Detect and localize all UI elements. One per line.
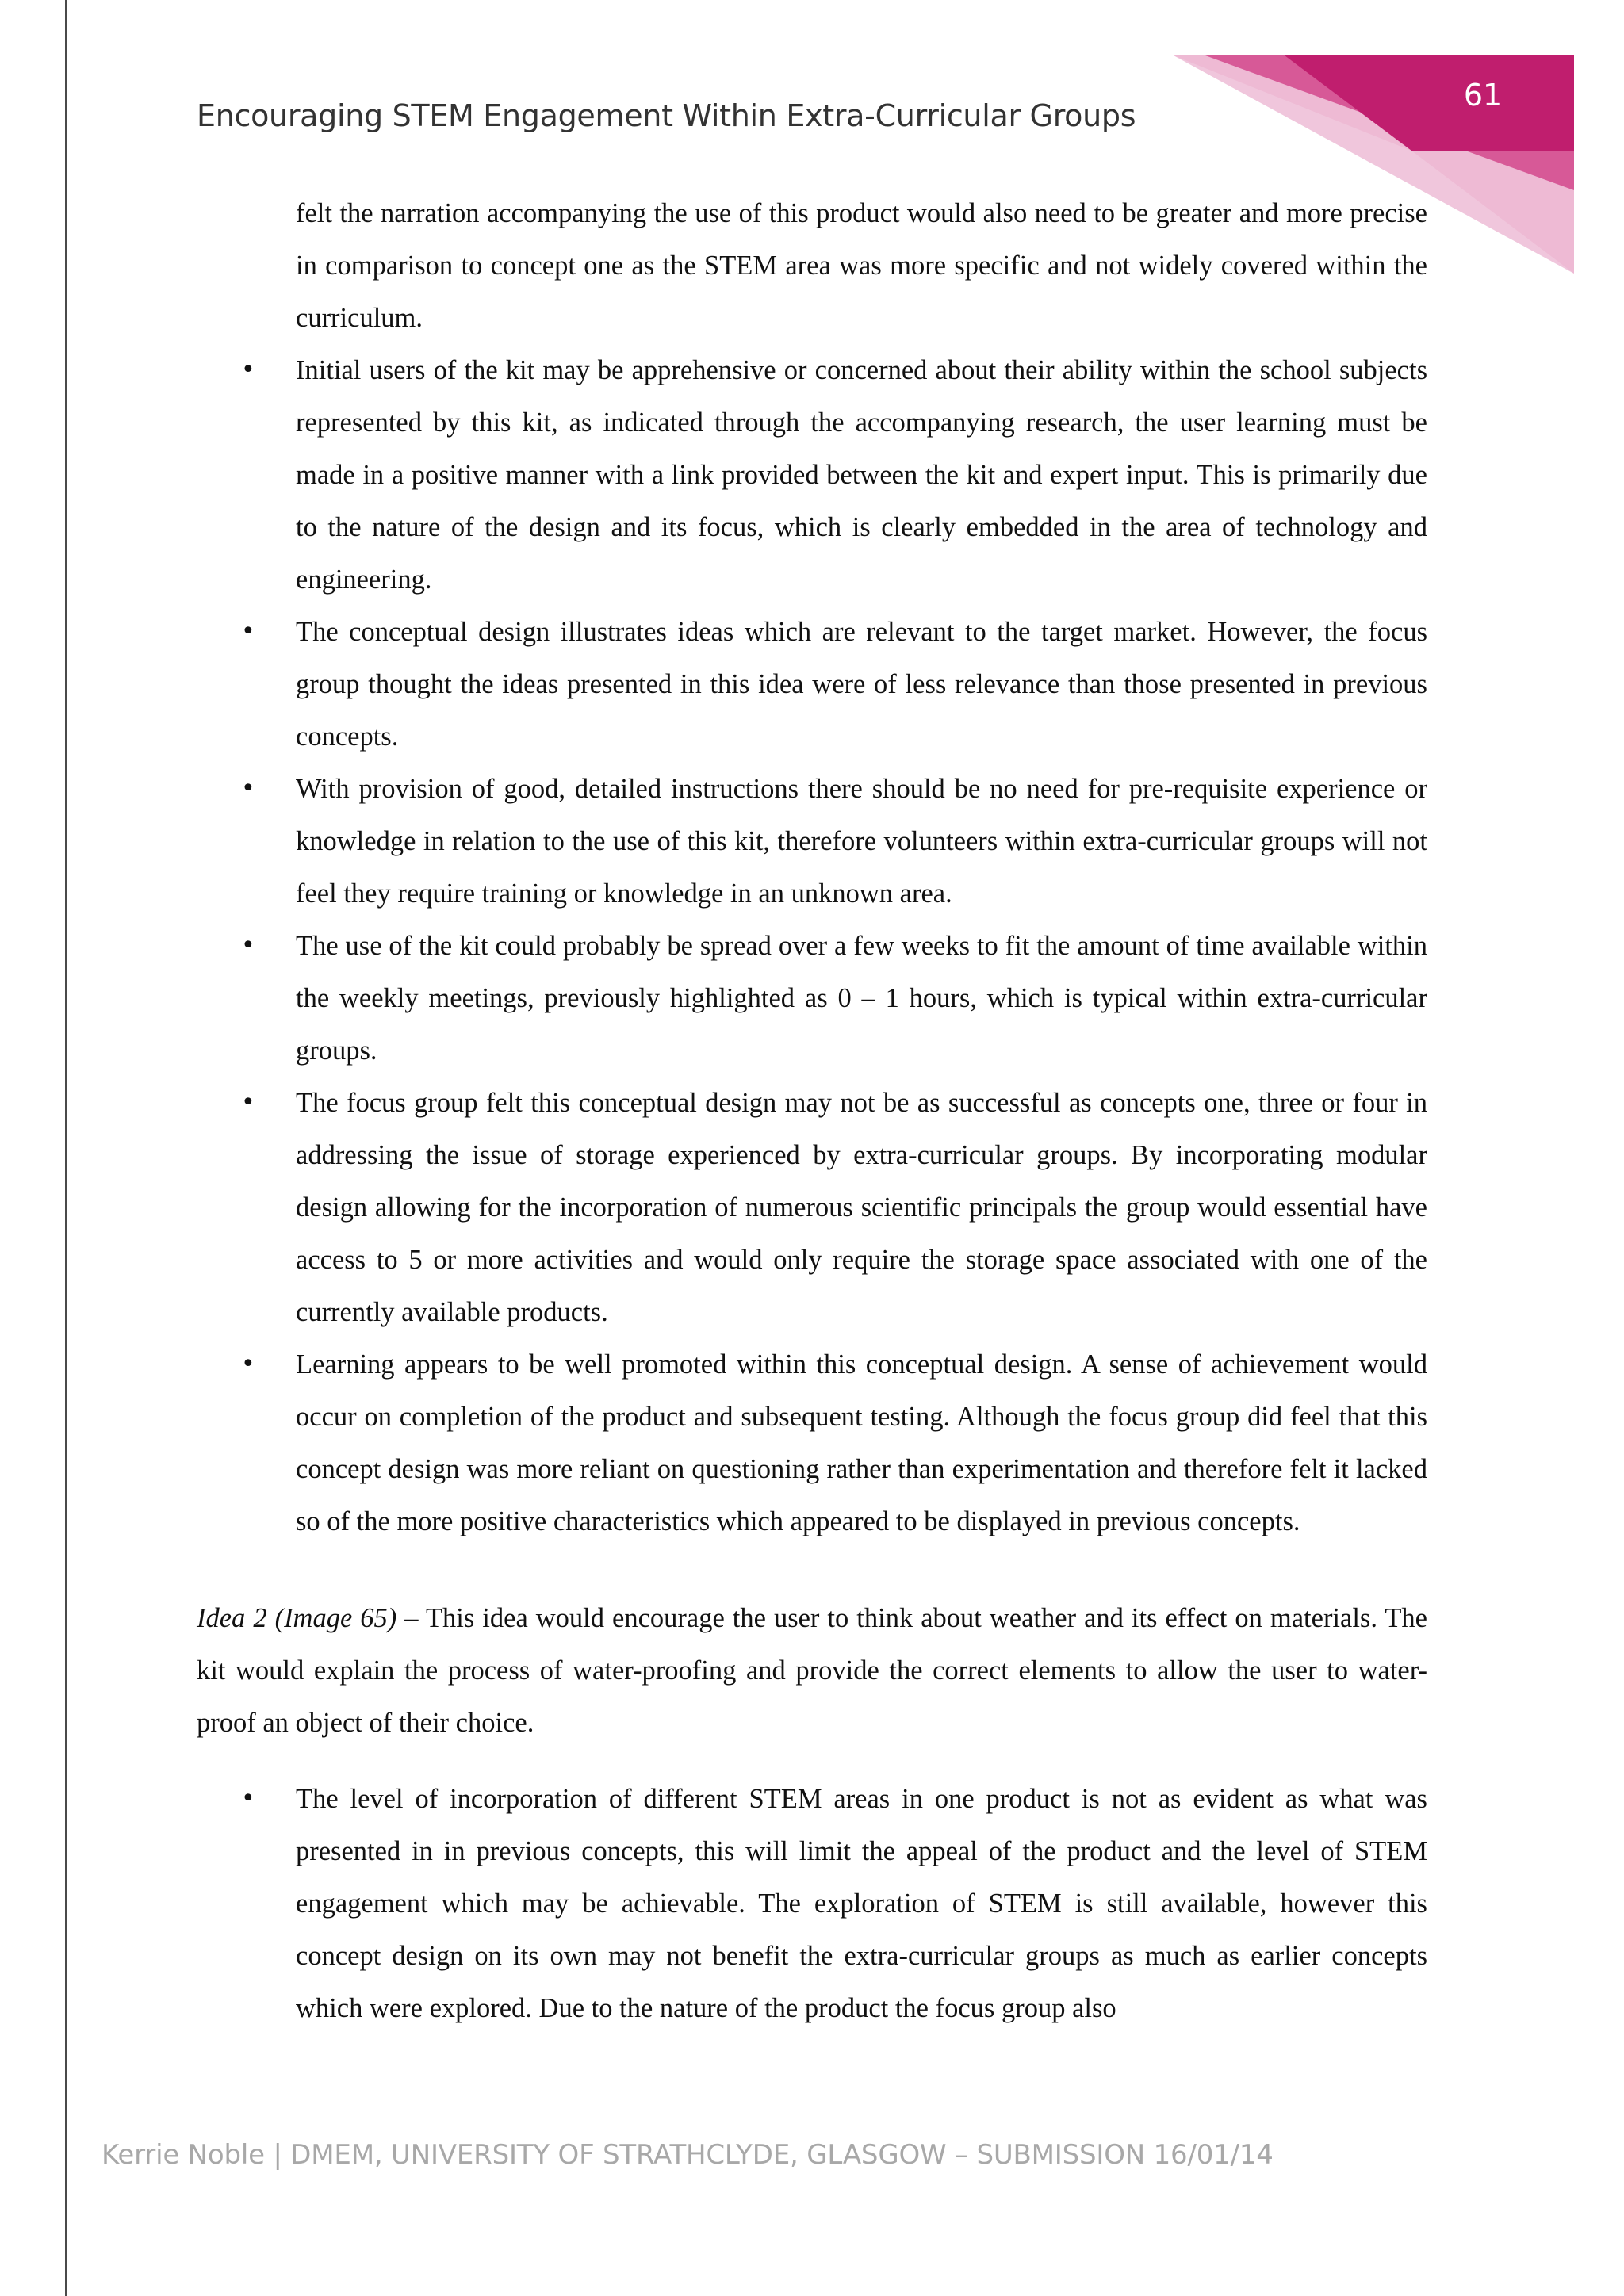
page-number: 61 bbox=[1463, 78, 1503, 113]
bullet-list-idea-2 bbox=[197, 1773, 1427, 2034]
bullet-item: • With provision of good, detailed instructions there should be no need for pre-requisite experience or knowledge in relation to the use of this kit, therefore volunteers within extra-curricular groups will not feel they require training or knowledge in an unknown area. bbox=[296, 763, 1427, 920]
idea-2-description: – This idea would encourage the user to think about weather and its effect on materials. The kit would explain the process of water-proofing and provide the correct elements to allow the user to water-proof an object of their choice. bbox=[197, 1603, 1427, 1738]
spacer bbox=[197, 1749, 1427, 1773]
page-footer: Kerrie Noble | DMEM, UNIVERSITY OF STRATHCLYDE, GLASGOW – SUBMISSION 16/01/14 bbox=[102, 2139, 1274, 2171]
main-content bbox=[197, 187, 1427, 2034]
bullet-item: • The focus group felt this conceptual design may not be as successful as concepts one, three or four in addressing the issue of storage experienced by extra-curricular groups. By incorporating modular design allowing for the incorporation of numerous scientific principals the group would essential have access to 5 or more activities and would only require the storage space associated with one of the currently available products. bbox=[296, 1077, 1427, 1338]
bullet-item: • Learning appears to be well promoted within this conceptual design. A sense of achievement would occur on completion of the product and subsequent testing. Although the focus group did feel that this concept design was more reliant on questioning rather than experimentation and therefore felt it lacked so of the more positive characteristics which appeared to be displayed in previous concepts. bbox=[296, 1338, 1427, 1548]
running-title: Encouraging STEM Engagement Within Extra-Curricular Groups bbox=[197, 98, 1136, 133]
idea-2-label: Idea 2 (Image 65) bbox=[197, 1603, 397, 1633]
spacer bbox=[197, 1548, 1427, 1592]
continued-paragraph: felt the narration accompanying the use of this product would also need to be greater and more precise in comparison to concept one as the STEM area was more specific and not widely covered within the curriculum. bbox=[296, 198, 1427, 333]
bullet-item: • The level of incorporation of different STEM areas in one product is not as evident as what was presented in in previous concepts, this will limit the appeal of the product and the level of STEM engagement which may be achievable. The exploration of STEM is still available, however this concept design on its own may not benefit the extra-curricular groups as much as earlier concepts which were explored. Due to the nature of the product the focus group also bbox=[296, 1773, 1427, 2034]
idea-2-paragraph bbox=[197, 1592, 1427, 1749]
bullet-item: • The use of the kit could probably be spread over a few weeks to fit the amount of time available within the weekly meetings, previously highlighted as 0 – 1 hours, which is typical within extra-curricular groups. bbox=[296, 920, 1427, 1077]
bullet-item: • The conceptual design illustrates ideas which are relevant to the target market. However, the focus group thought the ideas presented in this idea were of less relevance than those presented in previous concepts. bbox=[296, 606, 1427, 763]
bullet-list-concept-assessment bbox=[197, 344, 1427, 1548]
left-margin-rule bbox=[65, 0, 67, 2296]
bullet-item: • Initial users of the kit may be apprehensive or concerned about their ability within the school subjects represented by this kit, as indicated through the accompanying research, the user learning must be made in a positive manner with a link provided between the kit and expert input. This is primarily due to the nature of the design and its focus, which is clearly embedded in the area of technology and engineering. bbox=[296, 344, 1427, 606]
